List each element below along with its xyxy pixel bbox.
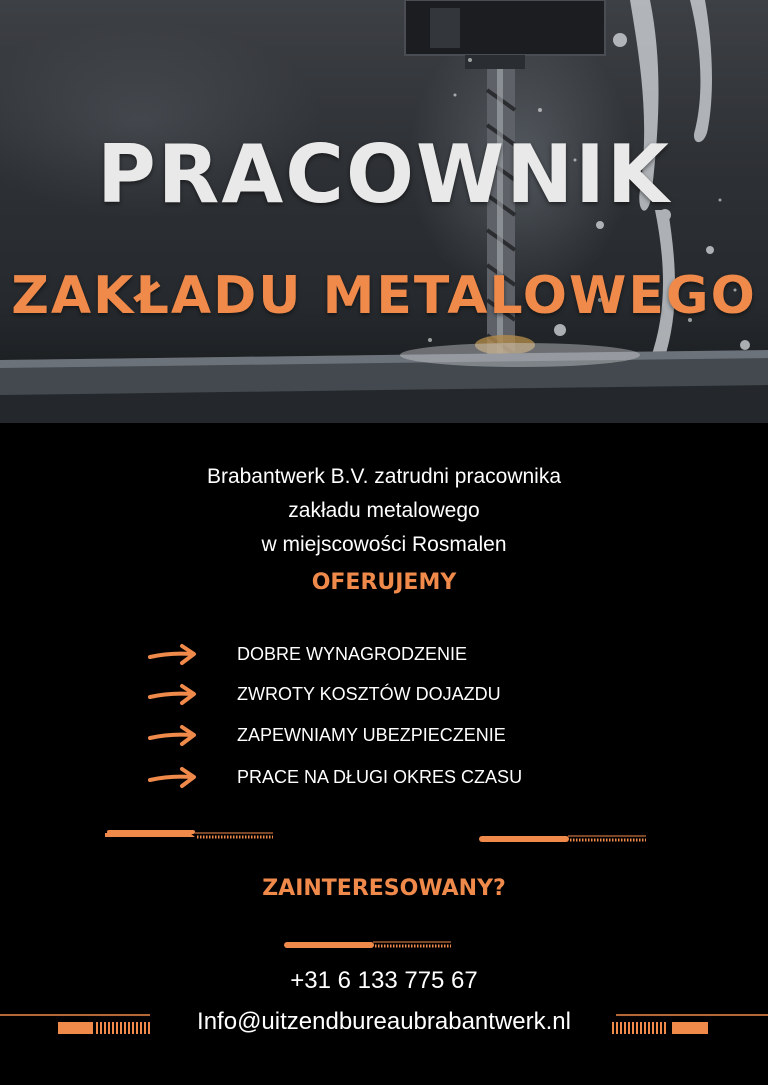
arrow-right-icon: [148, 642, 198, 666]
decorative-bar-left: [105, 829, 275, 841]
offer-item: [148, 721, 648, 751]
arrow-right-icon: [148, 723, 198, 747]
decorative-bar-bottom-right: [612, 1012, 768, 1038]
offer-item: [148, 640, 648, 670]
arrow-right-icon: [148, 765, 198, 789]
offer-item-label: ZAPEWNIAMY UBEZPIECZENIE: [237, 725, 506, 745]
contact-phone[interactable]: +31 6 133 775 67: [290, 967, 478, 994]
offer-item-label: DOBRE WYNAGRODZENIE: [237, 644, 468, 664]
offer-item: [148, 763, 648, 793]
title-line-1: PRACOWNIK: [97, 128, 671, 221]
offer-heading: OFERUJEMY: [311, 570, 457, 595]
intro-line-1: Brabantwerk B.V. zatrudni pracownika: [206, 465, 562, 488]
offer-item-label: ZWROTY KOSZTÓW DOJAZDU: [237, 684, 501, 704]
decorative-bar-right: [478, 833, 648, 845]
intro-line-2: zakładu metalowego: [288, 499, 480, 522]
hero-banner: [0, 0, 768, 423]
interest-heading: ZAINTERESOWANY?: [262, 876, 506, 901]
title-line-2: ZAKŁADU METALOWEGO: [11, 266, 757, 326]
decorative-bar-bottom-left: [0, 1012, 155, 1038]
offer-item-label: PRACE NA DŁUGI OKRES CZASU: [237, 767, 523, 787]
decorative-bar-center: [283, 939, 453, 951]
offer-item: [148, 680, 648, 710]
intro-line-3: w miejscowości Rosmalen: [261, 533, 507, 556]
arrow-right-icon: [148, 682, 198, 706]
contact-email[interactable]: Info@uitzendbureaubrabantwerk.nl: [197, 1008, 571, 1035]
